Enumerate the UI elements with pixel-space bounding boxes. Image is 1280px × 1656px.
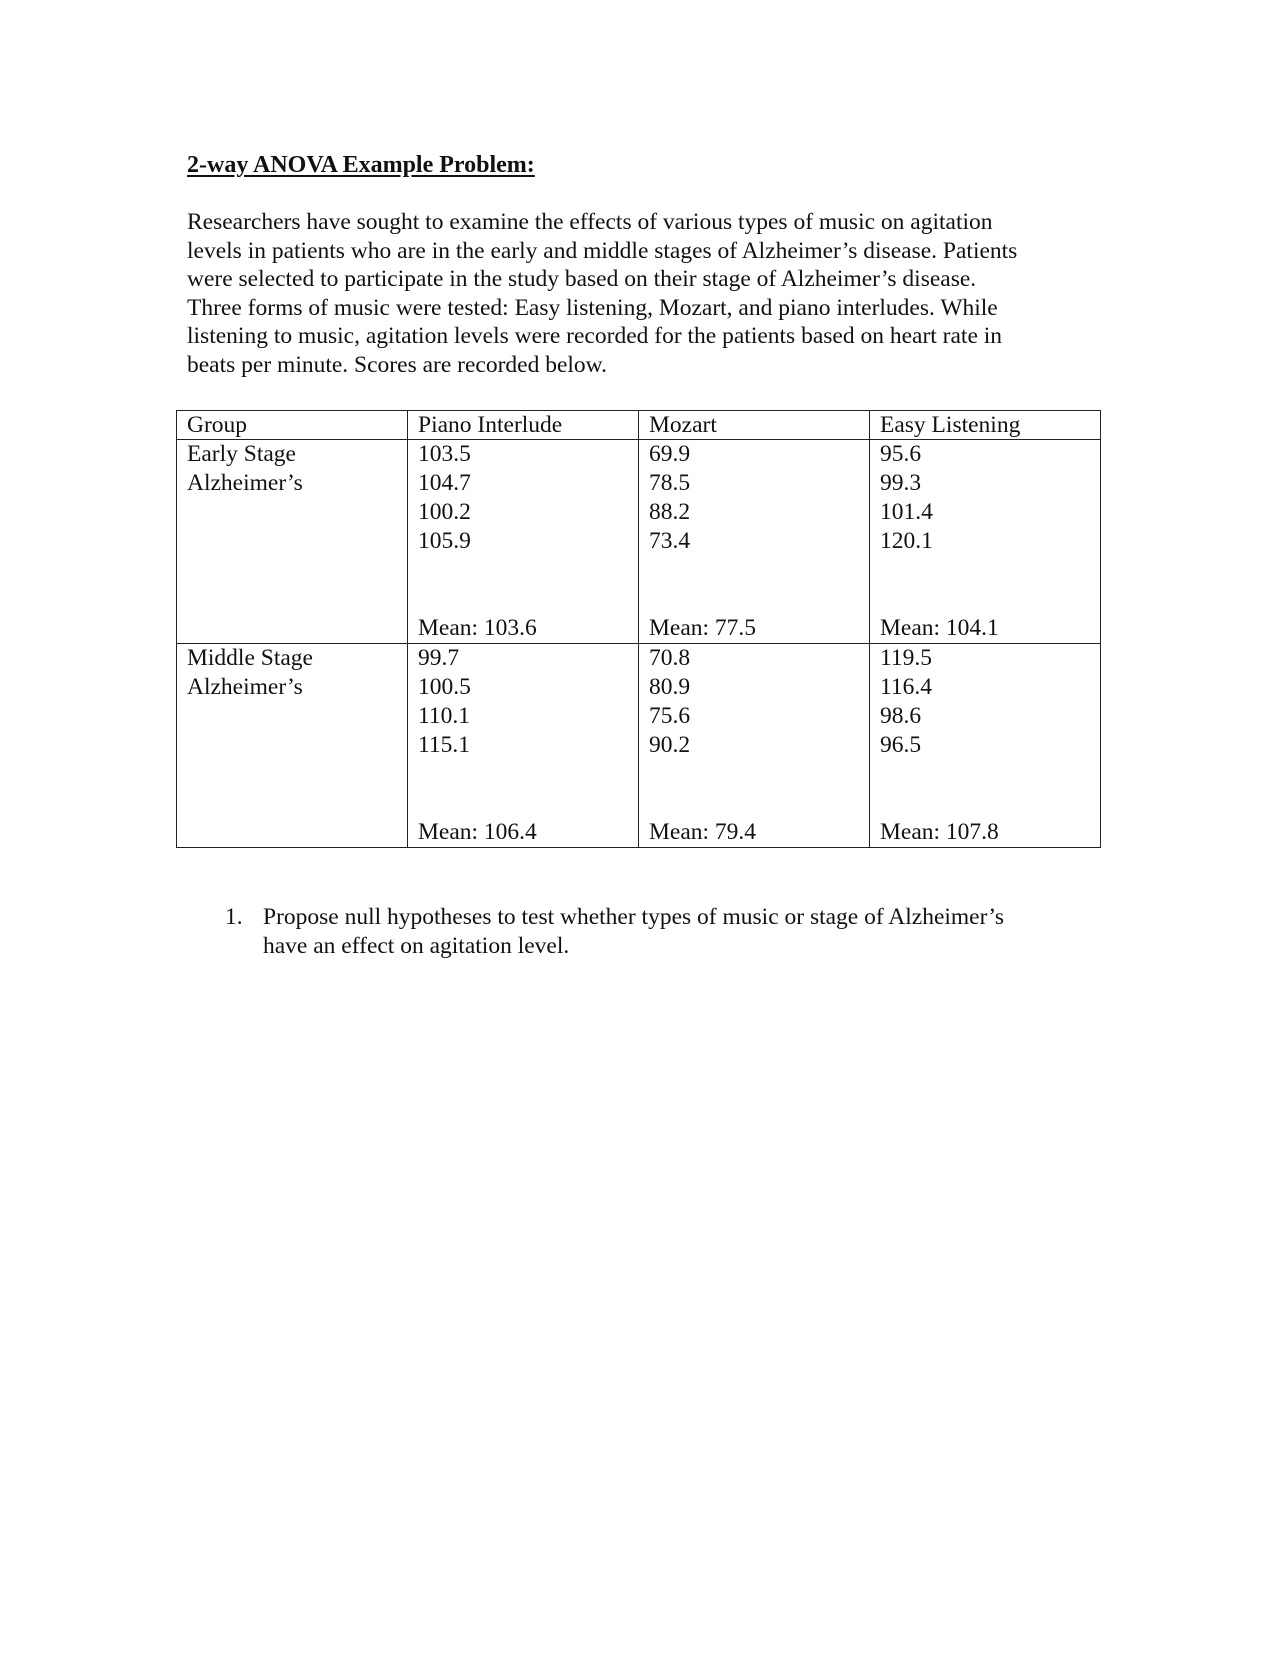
- scores-table: [176, 410, 1101, 848]
- score-value: 95.6: [880, 441, 922, 467]
- intro-line: Three forms of music were tested: Easy listening, Mozart, and piano interludes. While: [187, 294, 998, 321]
- intro-line: listening to music, agitation levels were recorded for the patients based on heart rate in: [187, 323, 1003, 350]
- question-item: [225, 903, 1004, 961]
- score-value: 100.2: [418, 499, 471, 525]
- header-cell-group: Group: [177, 411, 408, 440]
- score-value: 104.7: [418, 470, 471, 496]
- header-cell-mozart: Mozart: [639, 411, 870, 440]
- score-cell: [408, 440, 639, 644]
- question-list: [225, 903, 1004, 961]
- score-value: 69.9: [649, 441, 691, 467]
- score-value: 98.6: [880, 703, 922, 729]
- question-number: 1.: [225, 904, 243, 930]
- score-value: 115.1: [418, 732, 471, 758]
- intro-line: levels in patients who are in the early and middle stages of Alzheimer’s disease. Patients: [187, 237, 1018, 264]
- group-label-line: Middle Stage: [187, 645, 313, 671]
- score-value: 96.5: [880, 732, 922, 758]
- group-label-line: Alzheimer’s: [187, 470, 303, 496]
- mean-value: Mean: 103.6: [418, 615, 537, 641]
- mean-value: Mean: 104.1: [880, 615, 999, 641]
- question-line: Propose null hypotheses to test whether types of music or stage of Alzheimer’s: [263, 904, 1004, 930]
- score-cell: [408, 644, 639, 848]
- score-value: 105.9: [418, 528, 471, 554]
- mean-value: Mean: 106.4: [418, 819, 537, 845]
- score-value: 120.1: [880, 528, 933, 554]
- table-row-early-stage: [177, 440, 1101, 644]
- mean-value: Mean: 77.5: [649, 615, 757, 641]
- score-cell: [639, 440, 870, 644]
- intro-paragraph: [187, 208, 1087, 380]
- score-value: 101.4: [880, 499, 933, 525]
- header-cell-easy-listening: Easy Listening: [870, 411, 1101, 440]
- group-cell: [177, 644, 408, 848]
- intro-line: were selected to participate in the study based on their stage of Alzheimer’s disease.: [187, 266, 977, 293]
- score-cell: [639, 644, 870, 848]
- score-value: 99.3: [880, 470, 922, 496]
- intro-line: beats per minute. Scores are recorded below.: [187, 351, 607, 378]
- question-text: [263, 903, 1004, 961]
- header-cell-piano-interlude: Piano Interlude: [408, 411, 639, 440]
- document-title: 2-way ANOVA Example Problem:: [187, 152, 535, 178]
- mean-value: Mean: 79.4: [649, 819, 757, 845]
- group-label-line: Early Stage: [187, 441, 296, 467]
- score-value: 88.2: [649, 499, 691, 525]
- score-cell: [870, 644, 1101, 848]
- group-label-line: Alzheimer’s: [187, 674, 303, 700]
- score-value: 78.5: [649, 470, 691, 496]
- score-value: 73.4: [649, 528, 691, 554]
- table-row-middle-stage: [177, 644, 1101, 848]
- score-value: 116.4: [880, 674, 933, 700]
- intro-line: Researchers have sought to examine the effects of various types of music on agitation: [187, 209, 993, 235]
- score-value: 100.5: [418, 674, 471, 700]
- score-value: 80.9: [649, 674, 691, 700]
- score-value: 110.1: [418, 703, 471, 729]
- score-value: 70.8: [649, 645, 691, 671]
- score-value: 75.6: [649, 703, 691, 729]
- score-cell: [870, 440, 1101, 644]
- score-value: 103.5: [418, 441, 471, 467]
- score-value: 99.7: [418, 645, 460, 671]
- question-line: have an effect on agitation level.: [263, 933, 570, 959]
- score-value: 90.2: [649, 732, 691, 758]
- table-header-row: [177, 411, 1101, 440]
- score-value: 119.5: [880, 645, 933, 671]
- mean-value: Mean: 107.8: [880, 819, 999, 845]
- group-cell: [177, 440, 408, 644]
